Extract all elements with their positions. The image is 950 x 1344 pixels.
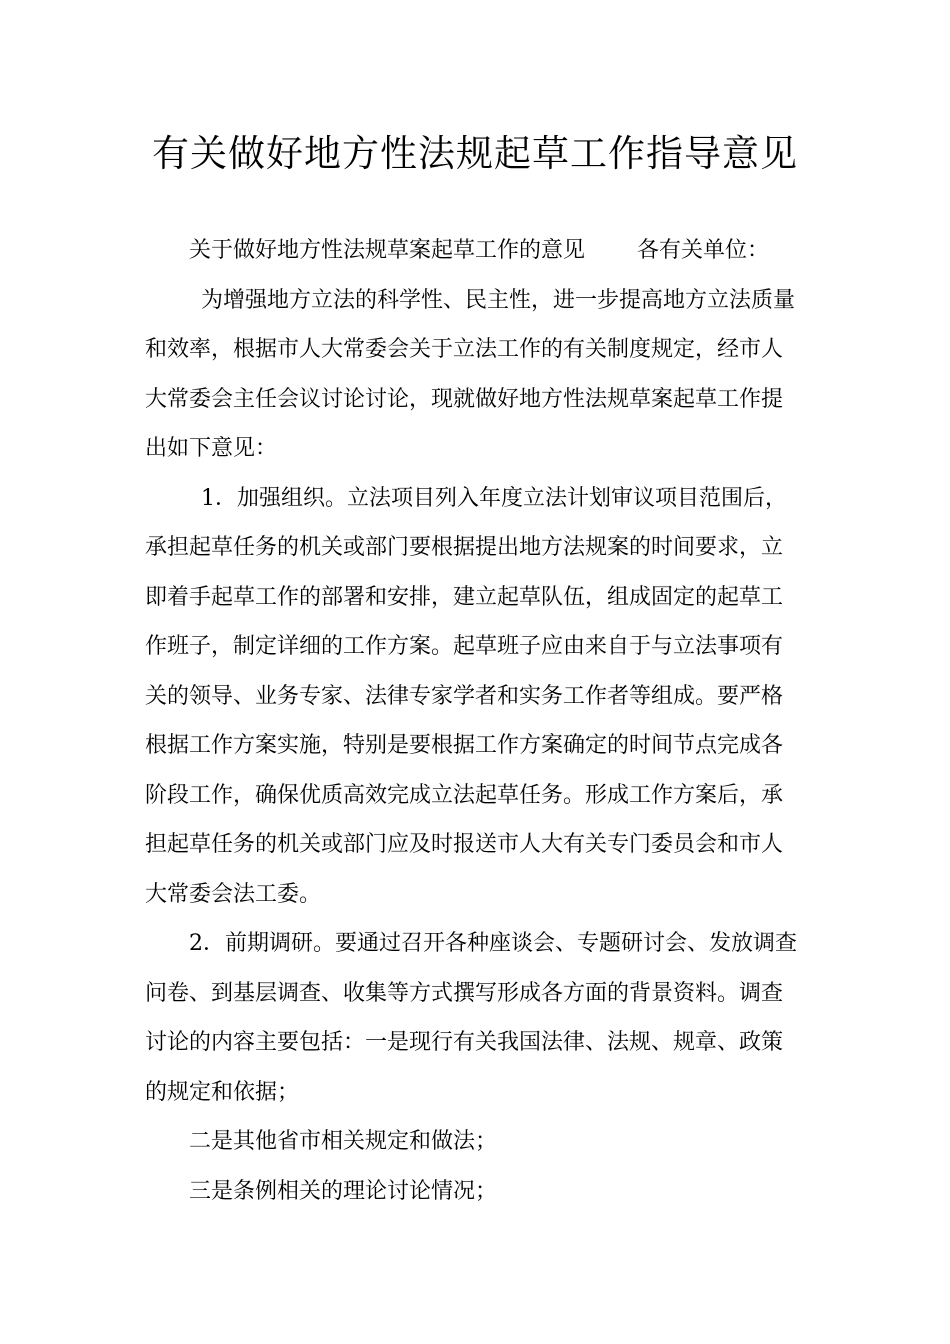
intro-text — [145, 226, 810, 276]
paragraph-line: 出如下意见： — [145, 436, 278, 461]
paragraph-line: 1．加强组织。立法项目列入年度立法计划审议项目范围后， — [201, 485, 787, 511]
paragraph-3 — [145, 919, 810, 1117]
paragraph-line: 2．前期调研。要通过召开各种座谈会、专题研讨会、发放调查 — [189, 931, 797, 956]
paragraph-2 — [145, 474, 810, 920]
paragraph-line: 的规定和依据； — [145, 1079, 300, 1105]
paragraph-line: 担起草任务的机关或部门应及时报送市人大有关专门委员会和市人 — [145, 832, 784, 857]
paragraph-line: 承担起草任务的机关或部门要根据提出地方法规案的时间要求，立 — [145, 535, 784, 560]
paragraph-line: 关的领导、业务专家、法律专家学者和实务工作者等组成。要严格 — [145, 683, 784, 709]
paragraph-line: 为增强地方立法的科学性、民主性，进一步提高地方立法质量 — [201, 287, 796, 313]
paragraph-line: 大常委会主任会议讨论讨论，现就做好地方性法规草案起草工作提 — [145, 386, 784, 412]
paragraph-line: 讨论的内容主要包括：一是现行有关我国法律、法规、规章、政策 — [145, 1030, 784, 1055]
paragraph-line: 二是其他省市相关规定和做法； — [189, 1129, 498, 1154]
paragraph-line: 大常委会法工委。 — [145, 881, 322, 907]
paragraph-5 — [145, 1167, 810, 1217]
paragraph-4 — [145, 1117, 810, 1167]
paragraph-line: 和效率，根据市人大常委会关于立法工作的有关制度规定，经市人 — [145, 337, 784, 362]
intro-line — [145, 226, 810, 276]
intro-addressee: 各有关单位： — [637, 238, 770, 263]
paragraph-line: 作班子，制定详细的工作方案。起草班子应由来自于与立法事项有 — [145, 634, 784, 659]
paragraph-line: 根据工作方案实施，特别是要根据工作方案确定的时间节点完成各 — [145, 733, 784, 758]
paragraph-line: 问卷、到基层调查、收集等方式撰写形成各方面的背景资料。调查 — [145, 980, 784, 1006]
paragraph-1 — [145, 276, 810, 474]
document-body — [145, 226, 810, 1216]
document-title: 有关做好地方性法规起草工作指导意见 — [152, 132, 798, 175]
paragraph-line: 三是条例相关的理论讨论情况； — [189, 1178, 498, 1204]
intro-subtitle: 关于做好地方性法规草案起草工作的意见 — [189, 238, 586, 263]
paragraph-line: 阶段工作，确保优质高效完成立法起草任务。形成工作方案后，承 — [145, 782, 784, 808]
paragraph-line: 即着手起草工作的部署和安排，建立起草队伍，组成固定的起草工 — [145, 584, 784, 610]
